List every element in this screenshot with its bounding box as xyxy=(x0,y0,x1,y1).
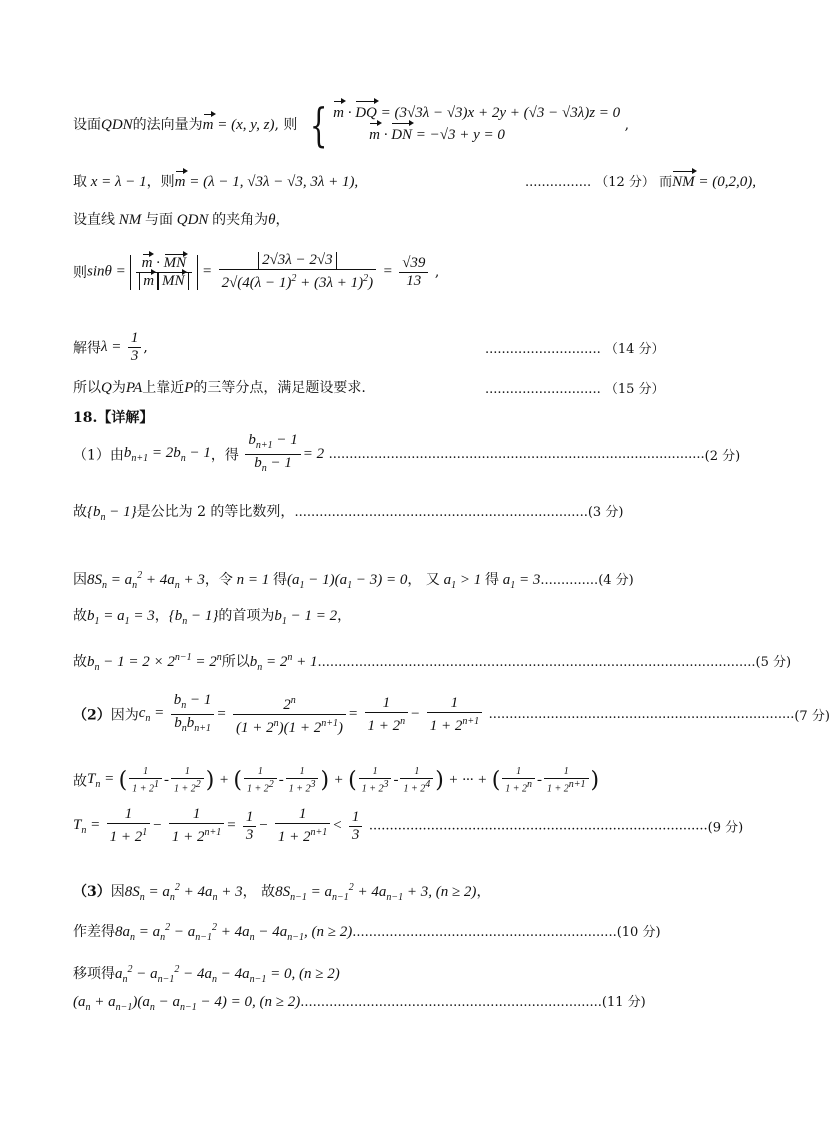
text: 而 xyxy=(659,175,673,190)
text: ， 故 xyxy=(242,884,276,900)
text: (4 分) xyxy=(598,573,634,588)
text: 得 xyxy=(484,572,499,588)
line-s11 xyxy=(73,960,340,990)
line-s9: （3）因$8S_n = a_n^2 + 4a_n + 3$， 故$8S_{n-1} = a_{n-1}^2 + 4a_{n-1} + 3$, (n ≥ 2)， xyxy=(73,882,491,903)
math: x = λ − 1 xyxy=(87,174,147,190)
text: ， xyxy=(154,608,169,624)
text: (10 分) xyxy=(616,925,661,940)
math: $8S_n = a_n^2 + 4a_n + 3$ xyxy=(87,570,205,591)
text: 的三等分点，满足题设要求. xyxy=(193,380,366,396)
line-s10: 作差得$8a_n = a_n^2 - a_{n-1}^2 + 4a_n - 4a_{n-1}$, (n ≥ 2)................................................................(10 分) xyxy=(73,922,661,943)
math: $(a_n + a_{n-1})(a_n - a_{n-1} - 4) = 0$, (n ≥ 2) xyxy=(73,994,301,1013)
text: 故 xyxy=(73,504,87,520)
text: 的法向量为 xyxy=(132,117,203,133)
text: (11 分) xyxy=(601,995,646,1010)
text: 所以 xyxy=(221,654,250,670)
math: QDN xyxy=(173,212,213,228)
line-s8: $T_n$ = $\frac{1}{1 + 2^1}$ − $\frac{1}{1 + 2^{n+1}}$ = $\frac{1}{3}$ − $\frac{1}{1 + 2^{n+1}}$ < $\frac{1}{3}$ ..................................................................................(9 分) xyxy=(73,806,744,845)
text: 设直线 xyxy=(73,212,115,228)
text: 得 xyxy=(273,572,287,588)
math: $a_n^2 - a_{n-1}^2 - 4a_n - 4a_{n-1} = 0$, (n ≥ 2) xyxy=(115,964,340,985)
equation-system: { m · DQ = (3√3λ − √3)x + 2y + (√3 − √3λ)z = 0 m · DN = −√3 + y = 0 xyxy=(309,98,621,152)
math: m = (λ − 1, √3λ − √3, 3λ + 1), xyxy=(174,174,359,190)
text: (2 分) xyxy=(704,449,741,464)
math: $b_n - 1 = 2 \times 2^{n-1} = 2^n$ xyxy=(87,652,222,673)
text: 故 xyxy=(73,608,87,624)
line-conclusion xyxy=(73,378,366,398)
text: 的首项为 xyxy=(218,608,275,624)
math: $8S_{n-1} = a_{n-1}^2 + 4a_{n-1} + 3$, (n ≥ 2) xyxy=(275,882,477,903)
text: 为 xyxy=(111,380,126,396)
text: （3） xyxy=(73,884,111,900)
text: ，令 xyxy=(204,572,233,588)
line-s1: （1）由$b_{n+1} = 2b_n - 1$，得 $\frac{b_{n+1} - 1}{b_n - 1}$ = 2 ...........................................................................................(2 分) xyxy=(73,432,741,474)
math: $b_1 = a_1 = 3$ xyxy=(87,608,155,627)
line-normal-vector: 设面QDN的法向量为m = (x, y, z), 则 { m · DQ = (3√3λ − √3)x + 2y + (√3 − √3λ)z = 0 m · DN = −√3 + y = 0 , xyxy=(73,98,630,152)
text: , 则 xyxy=(274,117,298,133)
text: （14 分） xyxy=(604,342,665,357)
text: (3 分) xyxy=(587,505,624,520)
text: 解得 xyxy=(73,340,101,357)
math: NM = (0,2,0), xyxy=(672,174,756,190)
score-14: ............................ （14 分） xyxy=(485,342,665,357)
text: (7 分) xyxy=(794,709,830,724)
text: 因 xyxy=(110,884,125,900)
text: 是公比为 2 的等比数列， xyxy=(136,504,295,520)
line-s3: 因$8S_n = a_n^2 + 4a_n + 3$，令 n = 1 得$(a_1 - 1)(a_1 - 3) = 0$， 又 $a_1 > 1$ 得 $a_1 = 3..............(4$ 分) xyxy=(73,570,634,591)
text: 因为 xyxy=(110,707,139,724)
text: 移项得 xyxy=(73,966,115,982)
line-s4 xyxy=(73,606,351,632)
math: NM xyxy=(115,212,145,228)
math: QDN xyxy=(101,117,133,133)
text: 与面 xyxy=(145,212,173,228)
math: $(a_1 - 1)(a_1 - 3) = 0$ xyxy=(287,572,408,591)
math: $b_n = 2^n + 1$ xyxy=(249,652,318,673)
text: 因 xyxy=(73,572,87,588)
text: 则 xyxy=(73,265,87,281)
math: P xyxy=(184,380,194,396)
text: ，得 xyxy=(210,447,239,464)
text: 上靠近 xyxy=(142,380,185,396)
text: 故 xyxy=(73,654,87,670)
line-s7: 故$T_n$ = ( $\frac{1}{1 + 2^1}$ - $\frac{1}{1 + 2^2}$ ) + ( $\frac{1}{1 + 2^2}$ - $\frac{1}{1 + 2^3}$ ) + ( $\frac{1}{1 + 2^3}$ - $\frac{1}{1 + 2^4}$ ) + ··· + ( $\frac{1}{1 + 2^n}$ - $\frac{1}{1 + 2^{n+1}}$ ) xyxy=(73,766,600,795)
score-15: ............................ （15 分） xyxy=(485,382,665,397)
math: PA xyxy=(125,380,143,396)
math: $b_1 - 1 = 2$ xyxy=(274,608,338,627)
line-take-x xyxy=(73,172,358,192)
text: ， 又 xyxy=(407,572,440,588)
math: $\{b_n - 1\}$ xyxy=(168,608,219,627)
math: Q xyxy=(101,380,112,396)
line-sin: 则sinθ = $\frac{m \cdot MN}{\text{m MN}}$ = $\frac{2√3\lambda - 2√3}{2√(4(\lambda - 1)^2 + (3\lambda + 1)^2)}$ = $\frac{√39}{13}$ , xyxy=(73,252,440,291)
math: $a_1 > 1$ xyxy=(439,572,485,591)
text: 设面 xyxy=(73,117,101,133)
text: 作差得 xyxy=(73,924,115,940)
line-s12: $(a_n + a_{n-1})(a_n - a_{n-1} - 4) = 0$, (n ≥ 2).........................................................................(11 分) xyxy=(73,994,646,1013)
score-12: ................ （12 分） 而NM = (0,2,0), xyxy=(525,174,756,190)
math: $8a_n = a_n^2 - a_{n-1}^2 + 4a_n - 4a_{n-1}$, (n ≥ 2) xyxy=(115,922,353,943)
text: （15 分） xyxy=(604,382,665,397)
math: $8S_n = a_n^2 + 4a_n + 3$ xyxy=(124,882,243,903)
line-s6: （2）因为$c_n$ = $\frac{b_n - 1}{b_nb_{n+1}}$ = $\frac{2^n}{(1 + 2^n)(1 + 2^{n+1})}$ = $\frac{1}{1 + 2^n}$ − $\frac{1}{1 + 2^{n+1}}$ ..........................................................................(7 分) xyxy=(73,692,830,736)
text: (9 分) xyxy=(707,820,744,836)
text: （2） xyxy=(73,707,111,724)
text: 的夹角为 xyxy=(212,212,269,228)
text: （1）由 xyxy=(73,447,124,464)
line-angle xyxy=(73,210,290,230)
line-solve: 解得λ = $\frac{1}{3}$ , xyxy=(73,330,148,364)
math: $\{b_n - 1\}$ xyxy=(87,504,137,523)
text: ， xyxy=(275,212,290,228)
text: (5 分) xyxy=(755,655,792,670)
math: m = (x, y, z) xyxy=(202,117,275,133)
text: 所以 xyxy=(73,380,101,396)
text: （12 分） xyxy=(595,175,655,190)
heading-18: 18.【详解】 xyxy=(73,410,154,426)
text: ，则 xyxy=(146,174,175,190)
math: $a_1 = 3$ xyxy=(498,572,541,591)
text: 取 xyxy=(73,174,87,190)
line-s2: 故$\{b_n - 1\}$是公比为 2 的等比数列，.......................................................................(3 分) xyxy=(73,504,624,523)
math: n = 1 xyxy=(232,572,273,588)
text: 故 xyxy=(73,773,87,790)
math: θ xyxy=(268,212,276,228)
text: ， xyxy=(337,608,352,624)
line-s5: 故$b_n - 1 = 2 \times 2^{n-1} = 2^n$所以$b_n = 2^n + 1..........................................................................................................(5$ 分) xyxy=(73,652,792,673)
